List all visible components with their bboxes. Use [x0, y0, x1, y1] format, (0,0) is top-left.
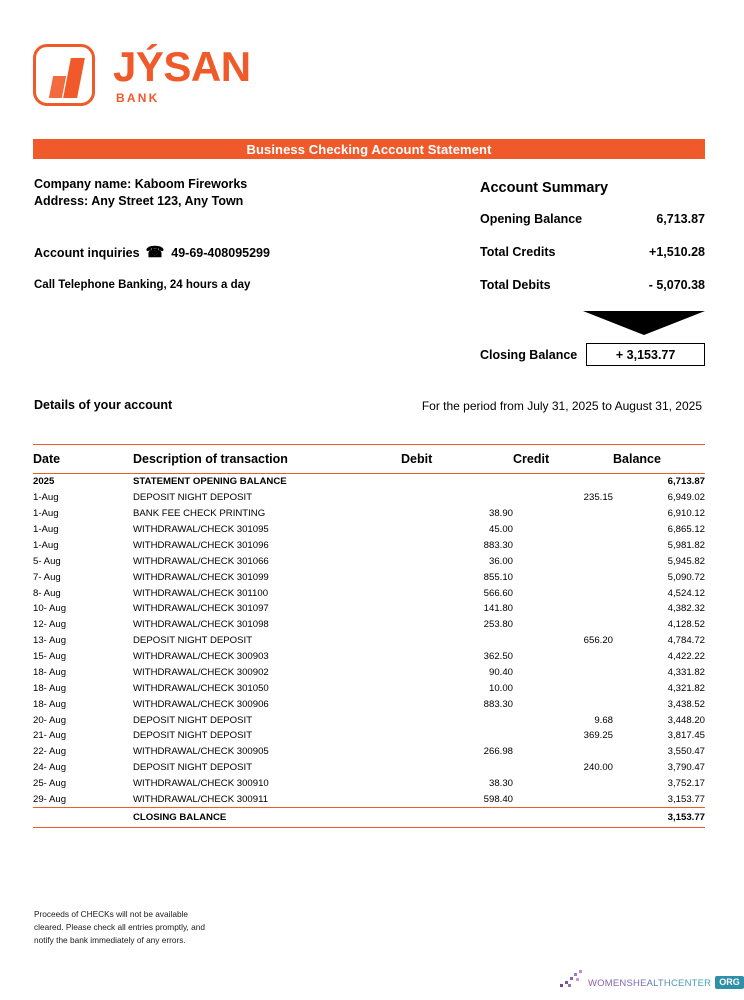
table-row	[33, 617, 705, 633]
table-row	[33, 792, 705, 808]
table-row	[33, 538, 705, 554]
company-name-line: Company name: Kaboom Fireworks	[34, 177, 248, 191]
transaction-description: DEPOSIT NIGHT DEPOSIT	[133, 730, 253, 742]
details-heading: Details of your account	[34, 398, 173, 412]
transaction-balance: 4,382.32	[667, 603, 705, 615]
transaction-debit: 855.10	[483, 571, 513, 583]
transaction-credit	[513, 522, 613, 538]
transaction-description: WITHDRAWAL/CHECK 301050	[133, 682, 269, 694]
summary-value-opening-balance: 6,713.87	[656, 212, 705, 226]
account-inquiries-label: Account inquiries	[34, 245, 140, 260]
transaction-debit	[401, 633, 513, 649]
transaction-date: 1-Aug	[33, 508, 59, 520]
summary-row-total-credits	[480, 245, 705, 259]
summary-arrow-area	[480, 311, 705, 333]
closing-transaction-date	[33, 808, 133, 828]
transaction-debit: 141.80	[483, 603, 513, 615]
transaction-date: 18- Aug	[33, 666, 67, 678]
table-row	[33, 760, 705, 776]
summary-row-closing-balance	[480, 343, 705, 366]
transaction-date: 21- Aug	[33, 730, 67, 742]
transaction-credit	[513, 696, 613, 712]
summary-row-opening-balance	[480, 212, 705, 226]
transaction-balance: 5,981.82	[667, 539, 705, 551]
transaction-balance: 5,945.82	[667, 555, 705, 567]
table-row	[33, 776, 705, 792]
transactions-table-head	[33, 445, 705, 474]
disclaimer-note	[34, 908, 205, 947]
transactions-table	[33, 444, 705, 828]
transaction-debit: 883.30	[483, 698, 513, 710]
table-row	[33, 728, 705, 744]
site-watermark	[560, 963, 744, 989]
column-header-description: Description of transaction	[133, 452, 288, 466]
transaction-description: WITHDRAWAL/CHECK 300910	[133, 778, 269, 790]
transaction-date: 2025	[33, 476, 55, 488]
table-row	[33, 744, 705, 760]
transaction-credit: 369.25	[583, 730, 613, 742]
account-summary-title: Account Summary	[480, 180, 609, 196]
transaction-debit: 38.90	[488, 508, 513, 520]
closing-transaction-credit	[513, 808, 613, 828]
transaction-debit: 362.50	[483, 651, 513, 663]
company-address-line: Address: Any Street 123, Any Town	[34, 193, 244, 208]
transaction-date: 8- Aug	[33, 587, 61, 599]
transaction-debit	[401, 474, 513, 490]
watermark-badge: ORG	[715, 976, 744, 989]
logo-wordmark: JÝSAN	[113, 43, 251, 90]
transaction-debit	[401, 712, 513, 728]
transaction-date: 15- Aug	[33, 651, 67, 663]
closing-transaction-description: CLOSING BALANCE	[133, 812, 227, 824]
summary-value-total-credits: +1,510.28	[649, 245, 705, 259]
transaction-date: 18- Aug	[33, 698, 67, 710]
transaction-balance: 3,448.20	[667, 714, 705, 726]
table-row	[33, 680, 705, 696]
transaction-description: BANK FEE CHECK PRINTING	[133, 508, 266, 520]
transaction-balance: 4,321.82	[667, 682, 705, 694]
transaction-description: DEPOSIT NIGHT DEPOSIT	[133, 492, 253, 504]
transaction-balance: 4,422.22	[667, 651, 705, 663]
statement-title-banner: Business Checking Account Statement	[33, 139, 705, 159]
transaction-debit: 10.00	[488, 682, 513, 694]
transaction-description: WITHDRAWAL/CHECK 301098	[133, 619, 269, 631]
transaction-date: 12- Aug	[33, 619, 67, 631]
transaction-description: WITHDRAWAL/CHECK 301096	[133, 539, 269, 551]
account-summary	[480, 180, 705, 366]
transaction-date: 10- Aug	[33, 603, 67, 615]
transaction-debit: 883.30	[483, 539, 513, 551]
logo-text	[113, 43, 251, 105]
transaction-credit	[513, 744, 613, 760]
column-header-credit: Credit	[513, 452, 550, 466]
logo-bar-tall	[63, 58, 85, 98]
statement-period: For the period from July 31, 2025 to August 31, 2025	[421, 399, 702, 413]
closing-transaction-debit	[401, 808, 513, 828]
transaction-balance: 3,790.47	[667, 762, 705, 774]
transaction-balance: 3,153.77	[667, 793, 705, 805]
telephone-banking-note: Call Telephone Banking, 24 hours a day	[34, 279, 251, 291]
transaction-date: 1-Aug	[33, 539, 59, 551]
watermark-text: WOMENSHEALTHCENTER	[588, 977, 712, 989]
disclaimer-line-3: notify the bank immediately of any errors.	[34, 934, 186, 945]
transaction-balance: 3,817.45	[667, 730, 705, 742]
transaction-debit: 45.00	[488, 524, 513, 536]
transaction-balance: 6,865.12	[667, 524, 705, 536]
transaction-description: WITHDRAWAL/CHECK 301097	[133, 603, 269, 615]
bank-logo	[33, 44, 251, 106]
table-row	[33, 633, 705, 649]
summary-label-closing-balance: Closing Balance	[480, 347, 578, 362]
transaction-credit	[513, 649, 613, 665]
summary-label-total-debits: Total Debits	[480, 278, 551, 292]
table-row	[33, 474, 705, 490]
column-header-debit: Debit	[401, 452, 433, 466]
transaction-debit: 90.40	[488, 666, 513, 678]
transaction-balance: 6,713.87	[667, 476, 705, 488]
transaction-balance: 3,550.47	[667, 746, 705, 758]
transaction-description: STATEMENT OPENING BALANCE	[133, 476, 287, 488]
transaction-balance: 6,949.02	[667, 492, 705, 504]
transaction-credit: 240.00	[583, 762, 613, 774]
transaction-credit: 235.15	[583, 492, 613, 504]
transaction-date: 22- Aug	[33, 746, 67, 758]
transaction-debit	[401, 490, 513, 506]
transaction-balance: 4,524.12	[667, 587, 705, 599]
summary-value-closing-balance: + 3,153.77	[586, 343, 705, 366]
account-inquiries-phone: 49-69-408095299	[171, 245, 270, 260]
transaction-balance: 5,090.72	[667, 571, 705, 583]
table-row	[33, 585, 705, 601]
transaction-description: WITHDRAWAL/CHECK 300902	[133, 666, 269, 678]
table-row	[33, 665, 705, 681]
table-row	[33, 712, 705, 728]
transaction-credit	[513, 792, 613, 808]
transaction-credit	[513, 776, 613, 792]
transaction-description: WITHDRAWAL/CHECK 300906	[133, 698, 269, 710]
transaction-date: 18- Aug	[33, 682, 67, 694]
transaction-balance: 3,752.17	[667, 778, 705, 790]
transaction-description: DEPOSIT NIGHT DEPOSIT	[133, 762, 253, 774]
column-header-date: Date	[33, 452, 61, 466]
transaction-credit	[513, 474, 613, 490]
transaction-credit	[513, 680, 613, 696]
transaction-credit	[513, 601, 613, 617]
table-row	[33, 649, 705, 665]
transaction-balance: 4,784.72	[667, 635, 705, 647]
transaction-date: 1-Aug	[33, 492, 59, 504]
transactions-table-body	[33, 474, 705, 828]
disclaimer-line-1: Proceeds of CHECKs will not be available	[34, 909, 189, 919]
closing-balance-row	[33, 808, 705, 828]
summary-row-total-debits	[480, 278, 705, 292]
jysan-logo-icon	[33, 44, 95, 106]
transaction-description: DEPOSIT NIGHT DEPOSIT	[133, 635, 253, 647]
transaction-credit	[513, 665, 613, 681]
customer-info	[34, 176, 247, 210]
account-inquiries	[34, 245, 270, 260]
table-row	[33, 522, 705, 538]
arrow-down-icon	[583, 311, 705, 335]
transaction-date: 25- Aug	[33, 778, 67, 790]
summary-value-total-debits: - 5,070.38	[648, 278, 705, 292]
transaction-description: WITHDRAWAL/CHECK 300905	[133, 746, 269, 758]
table-row	[33, 696, 705, 712]
transaction-balance: 6,910.12	[667, 508, 705, 520]
column-header-balance: Balance	[613, 452, 661, 466]
transaction-debit: 253.80	[483, 619, 513, 631]
transaction-description: WITHDRAWAL/CHECK 300911	[133, 793, 269, 805]
transaction-debit: 598.40	[483, 793, 513, 805]
transaction-debit: 36.00	[488, 555, 513, 567]
transaction-date: 29- Aug	[33, 793, 67, 805]
transaction-date: 1-Aug	[33, 524, 59, 536]
transaction-credit	[513, 585, 613, 601]
transaction-debit: 266.98	[483, 746, 513, 758]
transactions-header-row	[33, 445, 705, 474]
transaction-balance: 4,128.52	[667, 619, 705, 631]
transaction-date: 24- Aug	[33, 762, 67, 774]
transaction-balance: 3,438.52	[667, 698, 705, 710]
transaction-credit	[513, 506, 613, 522]
table-row	[33, 601, 705, 617]
transaction-description: WITHDRAWAL/CHECK 300903	[133, 651, 269, 663]
transaction-credit: 9.68	[594, 714, 613, 726]
transaction-credit: 656.20	[583, 635, 613, 647]
transaction-description: WITHDRAWAL/CHECK 301095	[133, 524, 269, 536]
transaction-date: 13- Aug	[33, 635, 67, 647]
transaction-description: WITHDRAWAL/CHECK 301099	[133, 571, 269, 583]
transaction-description: WITHDRAWAL/CHECK 301066	[133, 555, 269, 567]
watermark-dots-icon	[560, 969, 586, 989]
transaction-credit	[513, 538, 613, 554]
table-row	[33, 490, 705, 506]
transaction-date: 20- Aug	[33, 714, 67, 726]
transaction-description: DEPOSIT NIGHT DEPOSIT	[133, 714, 253, 726]
transaction-credit	[513, 569, 613, 585]
table-row	[33, 569, 705, 585]
closing-transaction-balance: 3,153.77	[667, 812, 705, 824]
transaction-debit	[401, 728, 513, 744]
table-row	[33, 553, 705, 569]
summary-label-opening-balance: Opening Balance	[480, 212, 583, 226]
summary-label-total-credits: Total Credits	[480, 245, 556, 259]
telephone-icon: ☎	[145, 244, 165, 261]
transaction-credit	[513, 553, 613, 569]
transaction-date: 5- Aug	[33, 555, 61, 567]
logo-subtitle: BANK	[116, 91, 160, 105]
transaction-description: WITHDRAWAL/CHECK 301100	[133, 587, 269, 599]
disclaimer-line-2: cleared. Please check all entries promptly, and	[34, 921, 205, 932]
transaction-credit	[513, 617, 613, 633]
transaction-debit: 566.60	[483, 587, 513, 599]
transaction-balance: 4,331.82	[667, 666, 705, 678]
transactions-section	[33, 444, 705, 828]
transaction-debit	[401, 760, 513, 776]
transaction-debit: 38.30	[488, 778, 513, 790]
transaction-date: 7- Aug	[33, 571, 61, 583]
table-row	[33, 506, 705, 522]
